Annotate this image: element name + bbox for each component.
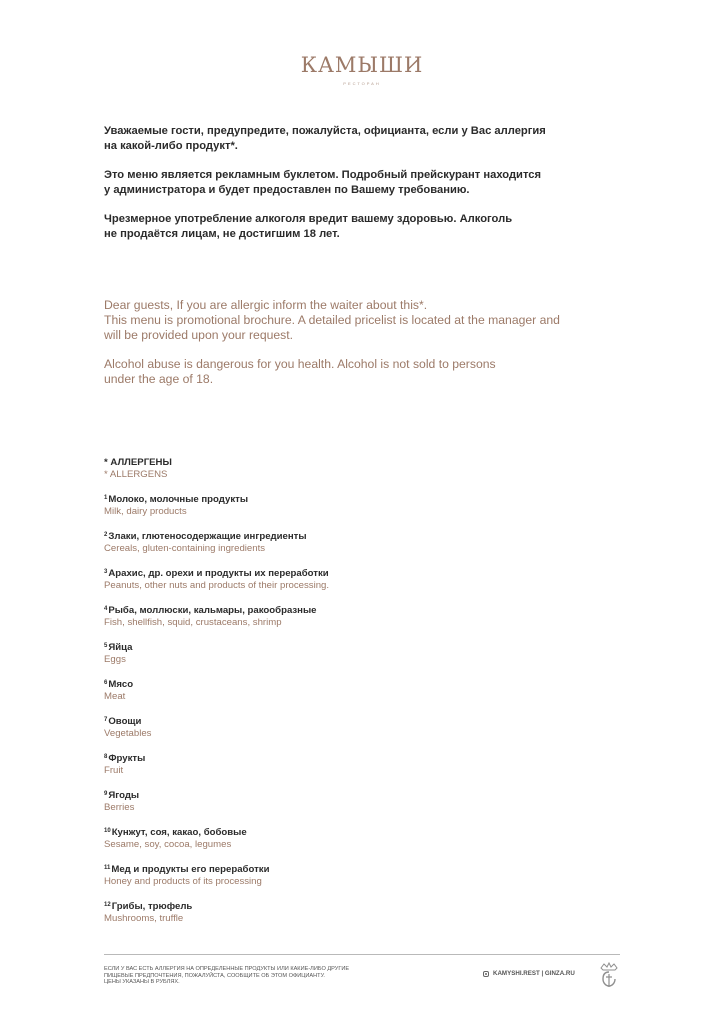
allergen-en: Eggs xyxy=(104,654,126,665)
footer-note xyxy=(104,966,414,986)
allergen-ru: Рыба, моллюски, кальмары, ракообразные xyxy=(108,605,317,616)
allergen-en: Berries xyxy=(104,802,135,813)
allergen-en: Sesame, soy, cocoa, legumes xyxy=(104,839,232,850)
allergen-ru: Фрукты xyxy=(108,753,146,764)
en-p1-line1: Dear guests, If you are allergic inform the waiter about this*. xyxy=(104,298,428,312)
allergen-number: 12 xyxy=(104,902,111,908)
ru-p2-line1: Это меню является рекламным буклетом. Подробный прейскурант находится xyxy=(104,169,542,181)
crest-icon xyxy=(597,962,621,988)
footer-note-line3: ЦЕНЫ УКАЗАНЫ В РУБЛЯХ. xyxy=(104,979,180,986)
allergen-ru: Грибы, трюфель xyxy=(111,901,193,912)
list-item xyxy=(104,899,504,924)
allergen-en: Honey and products of its processing xyxy=(104,876,262,887)
allergen-ru: Ягоды xyxy=(108,790,140,801)
allergen-en: Cereals, gluten-containing ingredients xyxy=(104,543,266,554)
allergen-number: 7 xyxy=(104,717,108,723)
list-item xyxy=(104,825,504,850)
list-item xyxy=(104,492,504,517)
allergen-ru: Злаки, глютеносодержащие ингредиенты xyxy=(108,531,307,542)
allergen-number: 8 xyxy=(104,754,108,760)
list-item xyxy=(104,566,504,591)
ru-p1-line2: на какой-либо продукт*. xyxy=(104,140,238,152)
list-item xyxy=(104,714,504,739)
footer-divider xyxy=(104,954,620,955)
allergen-ru: Мясо xyxy=(108,679,134,690)
allergen-ru: Яйца xyxy=(108,642,133,653)
allergen-number: 4 xyxy=(104,606,108,612)
ru-p3-line1: Чрезмерное употребление алкоголя вредит вашему здоровью. Алкоголь xyxy=(104,213,513,225)
allergen-number: 6 xyxy=(104,680,108,686)
allergen-ru: Овощи xyxy=(108,716,142,727)
allergen-en: Fruit xyxy=(104,765,124,776)
en-alcohol-notice xyxy=(104,357,624,387)
russian-notice xyxy=(104,124,624,256)
list-item xyxy=(104,640,504,665)
allergen-en: Fish, shellfish, squid, crustaceans, shrimp xyxy=(104,617,282,628)
allergen-en: Meat xyxy=(104,691,126,702)
allergen-number: 10 xyxy=(104,828,111,834)
allergen-number: 5 xyxy=(104,643,108,649)
en-p2-line2: under the age of 18. xyxy=(104,372,214,386)
allergen-ru: Кунжут, соя, какао, бобовые xyxy=(111,827,247,838)
ru-alcohol-notice xyxy=(104,212,624,242)
brand-name: КАМЫШИ xyxy=(300,53,424,77)
allergen-number: 2 xyxy=(104,532,108,538)
allergen-ru: Мед и продукты его переработки xyxy=(111,864,270,875)
en-allergy-notice xyxy=(104,298,624,343)
allergen-number: 9 xyxy=(104,791,108,797)
list-item xyxy=(104,529,504,554)
list-item xyxy=(104,677,504,702)
en-p1-line3: will be provided upon your request. xyxy=(104,328,294,342)
footer-note-line2: ПИЩЕВЫЕ ПРЕДПОЧТЕНИЯ, ПОЖАЛУЙСТА, СООБЩИТЕ ОБ ЭТОМ ОФИЦИАНТУ. xyxy=(104,972,325,979)
allergens-title-en: * ALLERGENS xyxy=(104,469,168,480)
allergen-en: Peanuts, other nuts and products of their processing. xyxy=(104,580,330,591)
allergen-number: 11 xyxy=(104,865,111,871)
brand-logo xyxy=(0,52,724,87)
instagram-icon xyxy=(483,971,489,977)
ru-allergy-notice xyxy=(104,124,624,154)
allergen-en: Milk, dairy products xyxy=(104,506,187,517)
ru-brochure-notice xyxy=(104,168,624,198)
list-item xyxy=(104,862,504,887)
allergens-title xyxy=(104,457,504,480)
ru-p1-line1: Уважаемые гости, предупредите, пожалуйста, официанта, если у Вас аллергия xyxy=(104,125,546,137)
allergen-en: Vegetables xyxy=(104,728,152,739)
allergen-ru: Арахис, др. орехи и продукты их переработки xyxy=(108,568,329,579)
allergens-title-ru: * АЛЛЕРГЕНЫ xyxy=(104,457,172,468)
allergen-en: Mushrooms, truffle xyxy=(104,913,184,924)
allergen-ru: Молоко, молочные продукты xyxy=(108,494,249,505)
list-item xyxy=(104,788,504,813)
footer-social[interactable] xyxy=(483,970,575,977)
footer-social-text[interactable]: KAMYSHI.REST | GINZA.RU xyxy=(493,970,575,977)
list-item xyxy=(104,751,504,776)
allergens-list xyxy=(104,457,504,936)
ru-p2-line2: у администратора и будет предоставлен по Вашему требованию. xyxy=(104,184,470,196)
allergen-number: 1 xyxy=(104,495,108,501)
en-p1-line2: This menu is promotional brochure. A detailed pricelist is located at the manager and xyxy=(104,313,560,327)
english-notice xyxy=(104,298,624,401)
ru-p3-line2: не продаётся лицам, не достигшим 18 лет. xyxy=(104,228,340,240)
en-p2-line1: Alcohol abuse is dangerous for you health. Alcohol is not sold to persons xyxy=(104,357,496,371)
footer-note-line1: ЕСЛИ У ВАС ЕСТЬ АЛЛЕРГИЯ НА ОПРЕДЕЛЕННЫЕ ПРОДУКТЫ ИЛИ КАКИЕ-ЛИБО ДРУГИЕ xyxy=(104,966,350,972)
allergen-number: 3 xyxy=(104,569,108,575)
list-item xyxy=(104,603,504,628)
brand-subtitle: РЕСТОРАН xyxy=(343,81,381,86)
